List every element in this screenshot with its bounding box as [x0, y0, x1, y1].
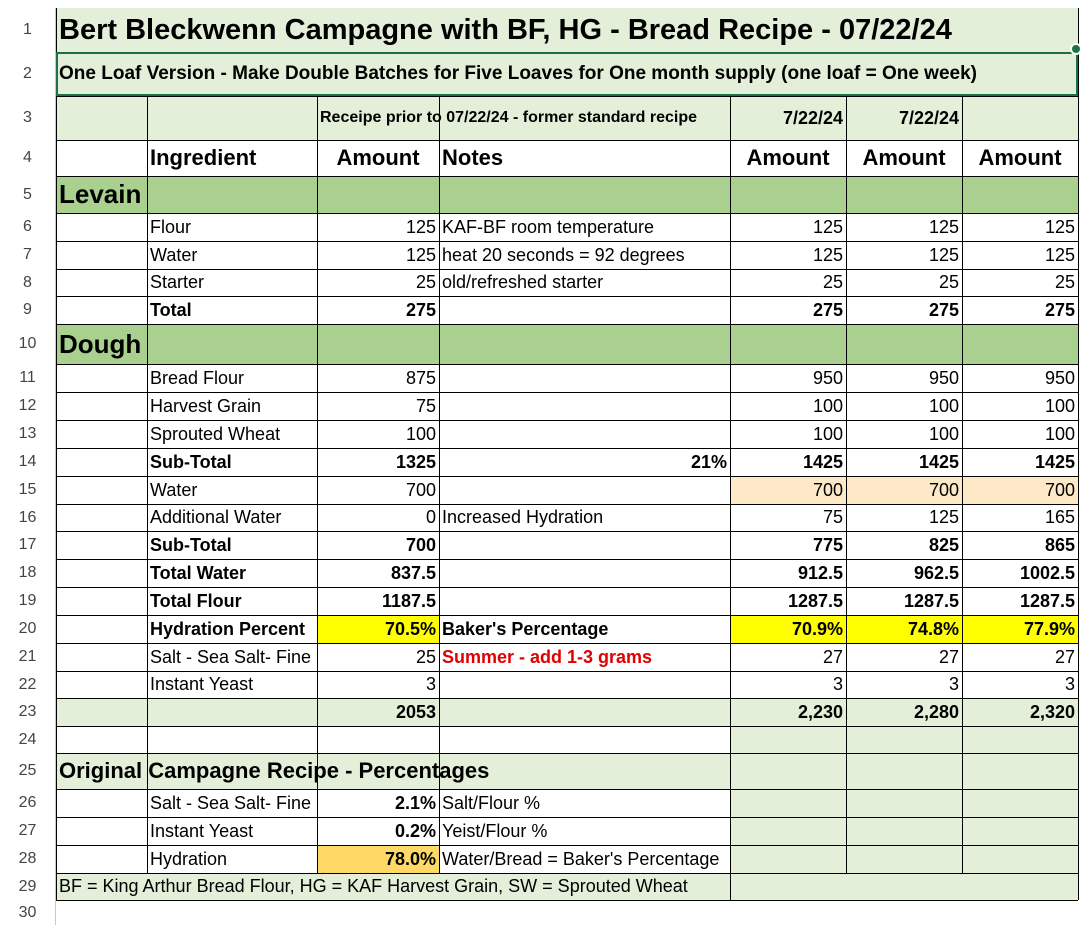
value-cell[interactable]: 27 — [1054, 646, 1075, 667]
cell-fill — [730, 789, 1078, 817]
ingredient-cell[interactable]: Total Flour — [150, 590, 242, 611]
value-cell[interactable]: 275 — [812, 299, 843, 320]
value-cell[interactable]: 950 — [812, 367, 843, 388]
value-cell[interactable]: 25 — [938, 272, 959, 292]
value-cell[interactable]: 2,230 — [797, 701, 843, 722]
amount-cell[interactable]: 875 — [405, 367, 436, 388]
ingredient-cell[interactable]: Additional Water — [150, 507, 282, 527]
value-cell[interactable]: 1287.5 — [903, 590, 959, 611]
notes-cell[interactable]: KAF-BF room temperature — [442, 216, 655, 237]
value-cell[interactable]: 865 — [1044, 534, 1075, 555]
value-cell[interactable]: 2,320 — [1029, 701, 1075, 722]
row-header[interactable]: 14 — [0, 448, 56, 476]
notes-cell[interactable] — [439, 296, 730, 324]
amount-cell[interactable]: 125 — [405, 244, 436, 265]
value-cell[interactable]: 100 — [812, 395, 843, 416]
ingredient-cell[interactable]: Harvest Grain — [150, 395, 262, 416]
value-cell[interactable]: 25 — [822, 272, 843, 292]
cell-fill — [56, 176, 1078, 213]
value-cell[interactable]: 125 — [1044, 216, 1075, 237]
percent-cell[interactable]: 78.0% — [384, 848, 436, 869]
row-header[interactable]: 10 — [0, 324, 56, 364]
row-header[interactable]: 16 — [0, 504, 56, 531]
amount-header[interactable]: Amount — [336, 145, 420, 170]
ingredient-cell[interactable]: Total — [150, 299, 192, 320]
value-cell[interactable]: 100 — [928, 423, 959, 444]
value-cell[interactable]: 125 — [928, 216, 959, 237]
value-cell[interactable]: 275 — [928, 299, 959, 320]
value-cell[interactable]: 2,280 — [913, 701, 959, 722]
value-cell[interactable]: 100 — [812, 423, 843, 444]
section-dough[interactable]: Dough — [59, 328, 142, 359]
ingredient-cell[interactable] — [147, 698, 317, 726]
notes-cell[interactable]: 21% — [690, 451, 727, 472]
cell-fill — [730, 817, 1078, 845]
row-header[interactable]: 2 — [0, 52, 56, 96]
gridline — [56, 324, 1078, 325]
row-header[interactable]: 1 — [0, 8, 56, 52]
ingredient-cell[interactable]: Instant Yeast — [150, 820, 254, 841]
amount-header[interactable]: Amount — [746, 145, 830, 170]
amount-cell[interactable]: 100 — [405, 423, 436, 444]
notes-cell[interactable]: Baker's Percentage — [442, 618, 609, 639]
row-header[interactable]: 15 — [0, 476, 56, 504]
row-header[interactable]: 12 — [0, 392, 56, 420]
amount-cell[interactable]: 75 — [415, 395, 436, 416]
value-cell[interactable]: 825 — [928, 534, 959, 555]
row-header[interactable]: 26 — [0, 789, 56, 817]
footnote[interactable]: BF = King Arthur Bread Flour, HG = KAF Harvest Grain, SW = Sprouted Wheat — [59, 876, 688, 896]
ingredient-cell[interactable]: Total Water — [150, 562, 247, 583]
ingredient-header[interactable]: Ingredient — [150, 145, 257, 170]
original-recipe-heading[interactable]: Original Campagne Recipe - Percentages — [59, 758, 490, 783]
gridline — [730, 873, 731, 900]
date-header-e[interactable]: 7/22/24 — [782, 107, 843, 128]
value-cell[interactable]: 74.8% — [907, 618, 959, 639]
amount-header[interactable]: Amount — [862, 145, 946, 170]
row-header[interactable]: 24 — [0, 726, 56, 753]
notes-cell[interactable]: Yeist/Flour % — [442, 820, 548, 841]
ingredient-cell[interactable]: Water — [150, 244, 198, 265]
notes-cell[interactable] — [439, 531, 730, 559]
value-cell[interactable]: 125 — [1044, 244, 1075, 265]
amount-header[interactable]: Amount — [978, 145, 1062, 170]
value-cell[interactable]: 700 — [812, 479, 843, 500]
percent-cell[interactable]: 2.1% — [394, 792, 436, 813]
notes-cell[interactable]: Summer - add 1-3 grams — [442, 646, 653, 667]
ingredient-cell[interactable]: Salt - Sea Salt- Fine — [150, 646, 312, 667]
ingredient-cell[interactable]: Instant Yeast — [150, 674, 254, 694]
gridline — [56, 726, 1078, 727]
row-header[interactable]: 20 — [0, 615, 56, 643]
gridline — [56, 900, 1078, 901]
value-cell[interactable]: 1425 — [1034, 451, 1075, 472]
value-cell[interactable]: 100 — [928, 395, 959, 416]
row-header[interactable]: 27 — [0, 817, 56, 845]
ingredient-cell[interactable]: Starter — [150, 272, 205, 292]
cell-fill — [56, 324, 1078, 364]
value-cell[interactable]: 1425 — [918, 451, 959, 472]
notes-cell[interactable] — [439, 420, 730, 448]
sheet-title[interactable]: Bert Bleckwenn Campagne with BF, HG - Bread Recipe - 07/22/24 — [59, 13, 952, 46]
ingredient-cell[interactable]: Flour — [150, 216, 192, 237]
amount-cell[interactable]: 125 — [405, 216, 436, 237]
row-header[interactable]: 18 — [0, 559, 56, 587]
notes-header[interactable]: Notes — [442, 145, 504, 170]
value-cell[interactable]: 125 — [928, 244, 959, 265]
row-header[interactable]: 21 — [0, 643, 56, 671]
value-cell[interactable]: 165 — [1044, 507, 1075, 527]
value-cell[interactable]: 962.5 — [913, 562, 959, 583]
row-header[interactable]: 8 — [0, 269, 56, 296]
notes-cell[interactable] — [439, 392, 730, 420]
value-cell[interactable]: 3 — [832, 674, 843, 694]
former-recipe-header[interactable]: Receipe prior to 07/22/24 - former standard recipe — [320, 109, 698, 126]
notes-cell[interactable] — [439, 559, 730, 587]
row-header[interactable]: 7 — [0, 241, 56, 269]
value-cell[interactable]: 3 — [948, 674, 959, 694]
amount-cell[interactable]: 837.5 — [390, 562, 436, 583]
amount-cell[interactable]: 2053 — [395, 701, 436, 722]
row-header[interactable]: 6 — [0, 213, 56, 241]
amount-cell[interactable]: 1325 — [395, 451, 436, 472]
value-cell[interactable]: 700 — [1044, 479, 1075, 500]
ingredient-cell[interactable]: Hydration Percent — [150, 618, 306, 639]
row-header[interactable]: 22 — [0, 671, 56, 698]
notes-cell[interactable] — [439, 364, 730, 392]
notes-cell[interactable]: Water/Bread = Baker's Percentage — [442, 848, 720, 869]
ingredient-cell[interactable]: Sub-Total — [150, 451, 232, 472]
notes-cell[interactable]: old/refreshed starter — [442, 272, 604, 292]
value-cell[interactable]: 77.9% — [1023, 618, 1075, 639]
ingredient-cell[interactable]: Sprouted Wheat — [150, 423, 281, 444]
ingredient-cell[interactable]: Bread Flour — [150, 367, 245, 388]
value-cell[interactable]: 1287.5 — [1019, 590, 1075, 611]
value-cell[interactable]: 3 — [1064, 674, 1075, 694]
value-cell[interactable]: 1002.5 — [1019, 562, 1075, 583]
value-cell[interactable]: 100 — [1044, 395, 1075, 416]
row-header[interactable]: 19 — [0, 587, 56, 615]
amount-cell[interactable]: 275 — [405, 299, 436, 320]
value-cell[interactable]: 1287.5 — [787, 590, 843, 611]
row-header[interactable]: 13 — [0, 420, 56, 448]
value-cell[interactable]: 125 — [812, 244, 843, 265]
row-header[interactable]: 11 — [0, 364, 56, 392]
value-cell[interactable]: 700 — [928, 479, 959, 500]
value-cell[interactable]: 775 — [812, 534, 843, 555]
row-header[interactable]: 17 — [0, 531, 56, 559]
value-cell[interactable]: 125 — [928, 507, 959, 527]
row-header[interactable]: 5 — [0, 176, 56, 213]
amount-cell[interactable]: 70.5% — [384, 618, 436, 639]
value-cell[interactable]: 27 — [938, 646, 959, 667]
fill-handle[interactable] — [1070, 43, 1082, 55]
amount-cell[interactable]: 700 — [405, 479, 436, 500]
ingredient-cell[interactable]: Water — [150, 479, 198, 500]
notes-cell[interactable]: Salt/Flour % — [442, 792, 541, 813]
notes-cell[interactable] — [439, 698, 730, 726]
cell-fill — [730, 726, 1078, 753]
amount-cell[interactable]: 0 — [425, 507, 436, 527]
sheet-subtitle[interactable]: One Loaf Version - Make Double Batches for Five Loaves for One month supply (one loaf = One week) — [59, 63, 977, 84]
amount-cell[interactable]: 1187.5 — [381, 590, 436, 611]
ingredient-cell[interactable]: Sub-Total — [150, 534, 232, 555]
percent-cell[interactable]: 0.2% — [394, 820, 436, 841]
row-header[interactable]: 29 — [0, 873, 56, 900]
gridline — [1078, 96, 1079, 873]
value-cell[interactable]: 950 — [928, 367, 959, 388]
notes-cell[interactable] — [439, 587, 730, 615]
date-header-f[interactable]: 7/22/24 — [898, 107, 959, 128]
row-header[interactable]: 28 — [0, 845, 56, 873]
amount-cell[interactable]: 3 — [425, 674, 436, 694]
gridline — [1078, 873, 1079, 900]
row-header[interactable]: 3 — [0, 96, 56, 140]
value-cell[interactable]: 950 — [1044, 367, 1075, 388]
value-cell[interactable]: 27 — [822, 646, 843, 667]
value-cell[interactable]: 912.5 — [797, 562, 843, 583]
amount-cell[interactable]: 700 — [405, 534, 436, 555]
row-header[interactable]: 4 — [0, 140, 56, 176]
ingredient-cell[interactable]: Hydration — [150, 848, 228, 869]
value-cell[interactable]: 125 — [812, 216, 843, 237]
amount-cell[interactable]: 25 — [415, 646, 436, 667]
row-header[interactable]: 25 — [0, 753, 56, 789]
ingredient-cell[interactable]: Salt - Sea Salt- Fine — [150, 792, 312, 813]
notes-cell[interactable] — [439, 671, 730, 698]
row-header[interactable]: 23 — [0, 698, 56, 726]
value-cell[interactable]: 75 — [822, 507, 843, 527]
row-header[interactable]: 9 — [0, 296, 56, 324]
value-cell[interactable]: 70.9% — [791, 618, 843, 639]
gridline — [56, 176, 1078, 177]
value-cell[interactable]: 1425 — [802, 451, 843, 472]
value-cell[interactable]: 275 — [1044, 299, 1075, 320]
notes-cell[interactable]: heat 20 seconds = 92 degrees — [442, 244, 685, 265]
notes-cell[interactable]: Increased Hydration — [442, 507, 604, 527]
amount-cell[interactable]: 25 — [415, 272, 436, 292]
value-cell[interactable]: 100 — [1044, 423, 1075, 444]
section-levain[interactable]: Levain — [59, 179, 142, 209]
row-header[interactable]: 30 — [0, 900, 56, 925]
value-cell[interactable]: 25 — [1054, 272, 1075, 292]
notes-cell[interactable] — [439, 476, 730, 504]
cell-fill — [730, 845, 1078, 873]
